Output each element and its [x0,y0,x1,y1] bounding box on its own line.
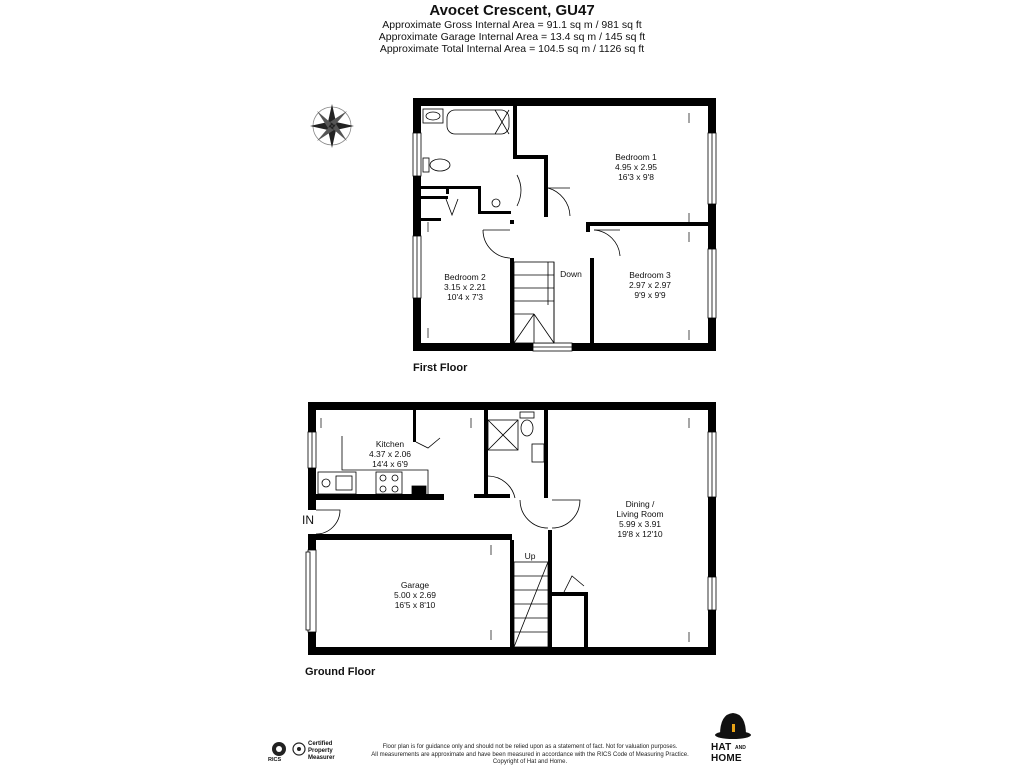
room-size-metric: 5.99 x 3.91 [618,519,662,529]
room-size-imperial: 19'8 x 12'10 [617,529,663,539]
room-name: Bedroom 3 [629,270,671,280]
room-name: Bedroom 2 [444,272,486,282]
compass-icon [310,104,354,148]
rics-line-2: Property [308,748,333,754]
rics-logo-text: RICS [268,757,282,763]
room-label-bedroom-1 [586,152,686,182]
disclaimer [340,744,720,767]
room-size-metric: 4.95 x 2.95 [614,162,658,172]
rics-line-3: Measurer [308,755,335,761]
page-title: Avocet Crescent, GU47 [429,2,595,19]
total-area-text: Approximate Total Internal Area = 104.5 sq m / 1126 sq ft [379,43,645,55]
room-label-kitchen [350,439,430,469]
measurer-badge-icon [292,742,306,756]
disclaimer-line-1: Floor plan is for guidance only and should not be relied upon as a statement of fact. Not for valuation purposes. [382,744,678,750]
room-label-dining-living [590,499,690,539]
room-size-imperial: 16'5 x 8'10 [394,600,436,610]
room-label-garage [370,580,460,610]
room-size-imperial: 16'3 x 9'8 [618,172,654,182]
rics-certified-badge [268,740,348,766]
ground-floor-label: Ground Floor [305,666,376,678]
room-name: Dining / [625,499,655,509]
room-name: Bedroom 1 [615,152,657,162]
room-size-imperial: 9'9 x 9'9 [634,290,666,300]
room-label-bedroom-3 [600,270,700,300]
room-name-line-2: Living Room [616,509,664,519]
entrance-label: IN [302,513,314,527]
room-size-metric: 4.37 x 2.06 [368,449,412,459]
bowler-hat-icon [714,710,752,740]
room-name: Kitchen [375,439,405,449]
room-name: Garage [400,580,430,590]
room-size-imperial: 10'4 x 7'3 [447,292,483,302]
first-floor-plan [413,98,716,351]
room-size-metric: 5.00 x 2.69 [393,590,437,600]
gross-area-text: Approximate Gross Internal Area = 91.1 sq m / 981 sq ft [382,19,642,31]
logo-and-text: AND [735,745,746,751]
disclaimer-line-3: Copyright of Hat and Home. [492,759,568,765]
hat-and-home-logo [708,710,758,768]
logo-hat-text: HAT [711,742,732,753]
rics-line-1: Certified [308,741,333,747]
stairs-up-label: Up [524,551,536,561]
logo-home-text: HOME [711,753,742,764]
stairs-down-label: Down [560,269,582,279]
room-label-bedroom-2 [425,272,505,302]
first-floor-label: First Floor [413,362,468,374]
room-size-metric: 2.97 x 2.97 [628,280,672,290]
room-size-imperial: 14'4 x 6'9 [372,459,408,469]
disclaimer-line-2: All measurements are approximate and have been measured in accordance with the RICS Code of Measuring Practice. [371,751,689,758]
garage-area-text: Approximate Garage Internal Area = 13.4 sq m / 145 sq ft [378,31,646,43]
room-size-metric: 3.15 x 2.21 [443,282,487,292]
